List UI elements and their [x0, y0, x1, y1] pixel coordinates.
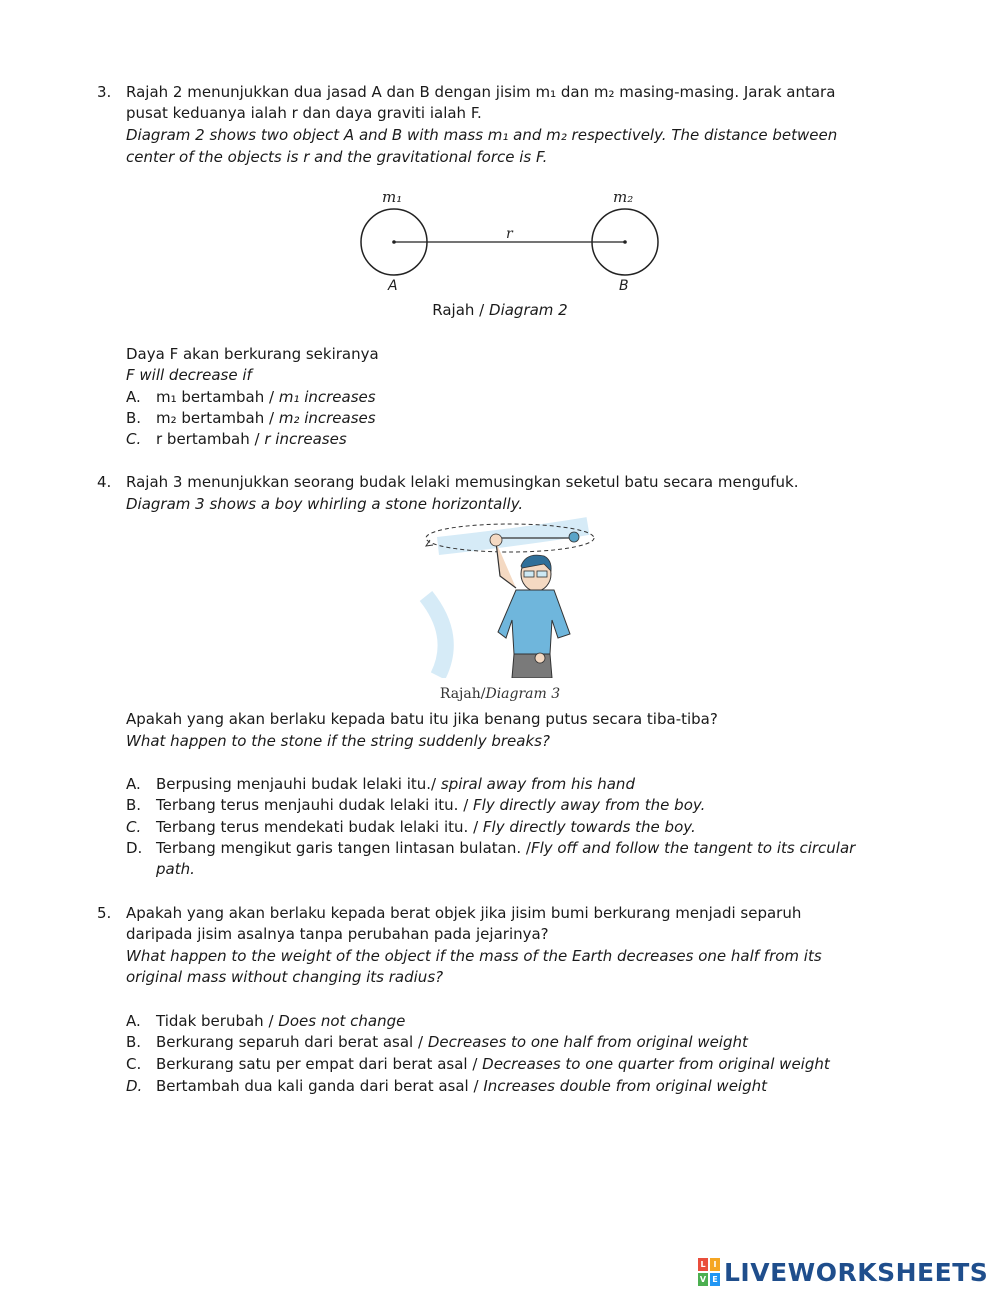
q4-stem-en: What happen to the stone if the string suddenly breaks? — [126, 732, 550, 750]
q5-option-d-letter: D. — [126, 1077, 143, 1095]
q4-option-a[interactable]: Berpusing menjauhi budak lelaki itu./ spiral away from his hand — [156, 775, 635, 793]
q5-number: 5. — [97, 904, 112, 922]
diagram-3-caption: Rajah/Diagram 3 — [439, 686, 561, 702]
diagram-2-caption: Rajah / Diagram 2 — [432, 301, 568, 319]
q5-option-b[interactable]: Berkurang separuh dari berat asal / Decreases to one half from original weight — [156, 1033, 748, 1051]
q4-option-d[interactable]: Terbang mengikut garis tangen lintasan bulatan. /Fly off and follow the tangent to its circular — [156, 839, 856, 857]
q3-option-c-letter: C. — [126, 430, 142, 448]
q5-option-b-letter: B. — [126, 1033, 142, 1051]
q3-option-a[interactable]: m₁ bertambah / m₁ increases — [156, 388, 376, 406]
q4-stem-ms: Apakah yang akan berlaku kepada batu itu jika benang putus secara tiba-tiba? — [126, 710, 718, 728]
q3-text-en-2: center of the objects is r and the gravitational force is F. — [126, 148, 548, 166]
q4-option-c-letter: C. — [126, 818, 142, 836]
object-label-b: B — [619, 278, 629, 294]
q5-option-c-letter: C. — [126, 1055, 142, 1073]
q3-stem-ms: Daya F akan berkurang sekiranya — [126, 345, 379, 363]
q4-option-d-cont: path. — [156, 860, 195, 878]
diagram-3-figure — [418, 516, 603, 678]
q3-option-a-letter: A. — [126, 388, 141, 406]
q4-option-c[interactable]: Terbang terus mendekati budak lelaki itu. / Fly directly towards the boy. — [156, 818, 696, 836]
q3-text-ms-1: Rajah 2 menunjukkan dua jasad A dan B dengan jisim m₁ dan m₂ masing-masing. Jarak antara — [126, 83, 836, 101]
q5-text-en-2: original mass without changing its radius? — [126, 968, 444, 986]
q4-number: 4. — [97, 473, 112, 491]
logo-blocks-icon: L I V E — [698, 1258, 720, 1286]
q3-text-en-1: Diagram 2 shows two object A and B with mass m₁ and m₂ respectively. The distance between — [126, 126, 838, 144]
distance-label-r: r — [506, 226, 513, 242]
mass-label-m2: m₂ — [613, 188, 634, 206]
q4-option-a-letter: A. — [126, 775, 141, 793]
q5-option-d[interactable]: Bertambah dua kali ganda dari berat asal / Increases double from original weight — [156, 1077, 768, 1095]
q3-option-b[interactable]: m₂ bertambah / m₂ increases — [156, 409, 376, 427]
liveworksheets-logo — [698, 1258, 988, 1286]
object-label-a: A — [388, 278, 398, 294]
q5-text-en-1: What happen to the weight of the object if the mass of the Earth decreases one half from its — [126, 947, 822, 965]
q4-option-b-letter: B. — [126, 796, 142, 814]
boy-shirt — [498, 590, 570, 654]
q5-option-a-letter: A. — [126, 1012, 141, 1030]
stone — [569, 532, 579, 542]
q5-text-ms-2: daripada jisim asalnya tanpa perubahan pada jejarinya? — [126, 925, 549, 943]
q3-stem-en: F will decrease if — [126, 366, 252, 384]
q4-text-ms: Rajah 3 menunjukkan seorang budak lelaki memusingkan seketul batu secara mengufuk. — [126, 473, 799, 491]
q3-option-b-letter: B. — [126, 409, 142, 427]
q4-option-b[interactable]: Terbang terus menjauhi dudak lelaki itu. / Fly directly away from the boy. — [156, 796, 706, 814]
q3-option-c[interactable]: r bertambah / r increases — [156, 430, 347, 448]
q5-option-a[interactable]: Tidak berubah / Does not change — [156, 1012, 406, 1030]
diagram-2-figure — [340, 180, 680, 298]
mass-label-m1: m₁ — [382, 188, 403, 206]
q4-text-en: Diagram 3 shows a boy whirling a stone horizontally. — [126, 495, 524, 513]
q5-option-c[interactable]: Berkurang satu per empat dari berat asal / Decreases to one quarter from original weight — [156, 1055, 830, 1073]
q3-number: 3. — [97, 83, 112, 101]
logo-text: LIVEWORKSHEETS — [724, 1257, 989, 1287]
q4-option-d-letter: D. — [126, 839, 143, 857]
q3-text-ms-2: pusat keduanya ialah r dan daya graviti ialah F. — [126, 104, 482, 122]
q5-text-ms-1: Apakah yang akan berlaku kepada berat objek jika jisim bumi berkurang menjadi separuh — [126, 904, 802, 922]
